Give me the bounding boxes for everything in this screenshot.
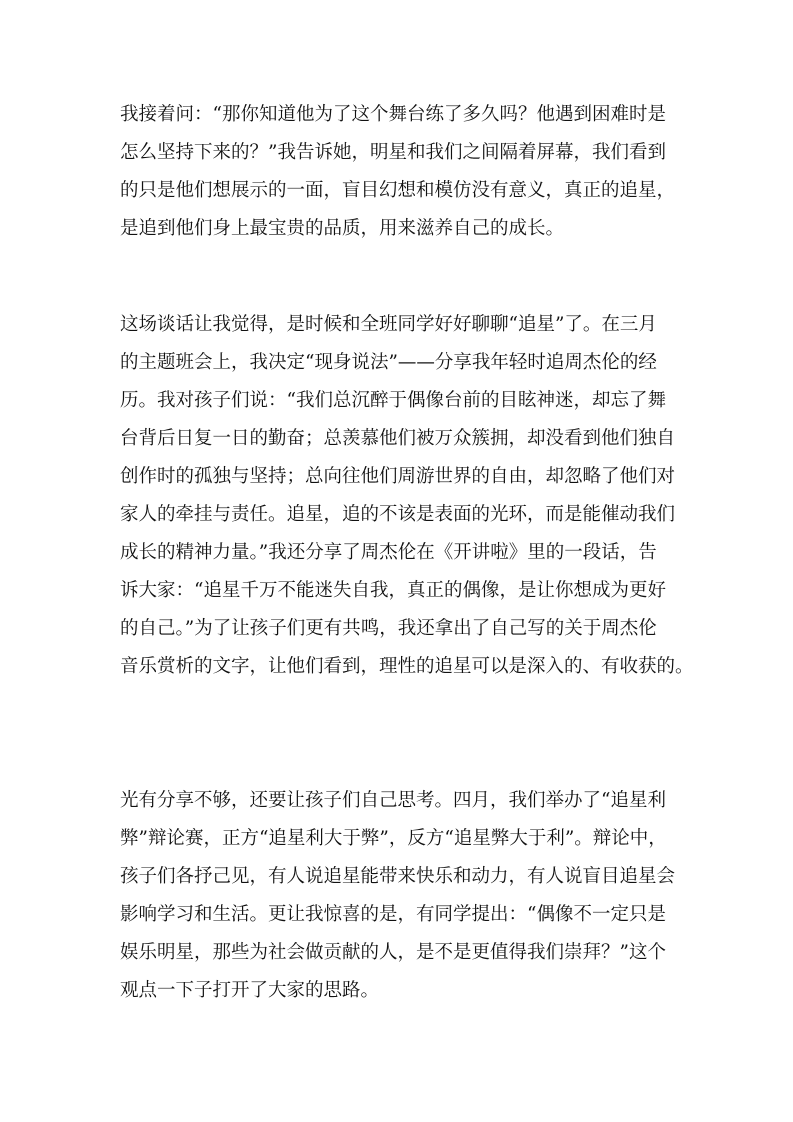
- text-line: 娱乐明星，那些为社会做贡献的人，是不是更值得我们崇拜？”这个: [120, 942, 666, 963]
- text-line: 孩子们各抒己见，有人说追星能带来快乐和动力，有人说盲目追星会: [120, 866, 676, 887]
- text-line: 的主题班会上，我决定“现身说法”——分享我年轻时追周杰伦的经: [120, 352, 657, 373]
- text-line: 弊”辩论赛，正方“追星利大于弊”，反方“追星弊大于利”。辩论中，: [120, 828, 667, 849]
- paragraph-3: [120, 782, 680, 1010]
- text-line: 诉大家：“追星千万不能迷失自我，真正的偶像，是让你想成为更好: [120, 580, 666, 601]
- text-line: 影响学习和生活。更让我惊喜的是，有同学提出：“偶像不一定只是: [120, 904, 666, 925]
- text-line: 的自己。”为了让孩子们更有共鸣，我还拿出了自己写的关于周杰伦: [120, 618, 657, 639]
- text-line: 这场谈话让我觉得，是时候和全班同学好好聊聊“追星”了。在三月: [120, 314, 657, 335]
- paragraph-2: [120, 306, 694, 686]
- text-line: 创作时的孤独与坚持；总向往他们周游世界的自由，却忽略了他们对: [120, 466, 676, 487]
- text-line: 台背后日复一日的勤奋；总羡慕他们被万众簇拥，却没看到他们独自: [120, 428, 676, 449]
- text-line: 是追到他们身上最宝贵的品质，用来滋养自己的成长。: [120, 218, 565, 239]
- text-line: 音乐赏析的文字，让他们看到，理性的追星可以是深入的、有收获的。: [120, 656, 694, 677]
- text-line: 我接着问：“那你知道他为了这个舞台练了多久吗？他遇到困难时是: [120, 104, 666, 125]
- text-line: 的只是他们想展示的一面，盲目幻想和模仿没有意义，真正的追星，: [120, 180, 676, 201]
- text-line: 成长的精神力量。”我还分享了周杰伦在《开讲啦》里的一段话，告: [120, 542, 657, 563]
- text-line: 历。我对孩子们说：“我们总沉醉于偶像台前的目眩神迷，却忘了舞: [120, 390, 666, 411]
- text-line: 家人的牵挂与责任。追星，追的不该是表面的光环，而是能催动我们: [120, 504, 676, 525]
- paragraph-1: [120, 96, 680, 248]
- text-line: 怎么坚持下来的？”我告诉她，明星和我们之间隔着屏幕，我们看到: [120, 142, 666, 163]
- text-line: 观点一下子打开了大家的思路。: [120, 980, 380, 1001]
- text-line: 光有分享不够，还要让孩子们自己思考。四月，我们举办了“追星利: [120, 790, 666, 811]
